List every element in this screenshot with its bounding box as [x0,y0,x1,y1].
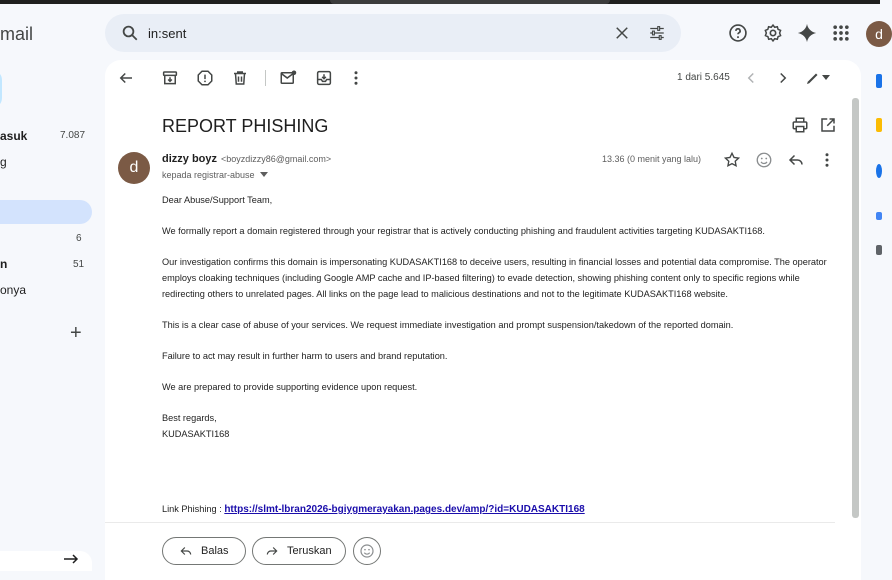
delete-icon[interactable] [231,69,249,87]
message-more-icon[interactable] [818,151,836,169]
emoji-icon [359,543,375,559]
gmail-logo-text[interactable]: mail [0,24,34,44]
toolbar-divider [265,70,266,86]
sidebar-item-label: asuk [0,129,28,143]
email-body [162,192,842,457]
open-in-new-window-icon[interactable] [819,116,837,134]
report-spam-icon[interactable] [196,69,214,87]
sidebar-item-count: 51 [73,259,85,270]
phishing-link[interactable]: https://slmt-lbran2026-bgiygmerayakan.pages.dev/amp/?id=KUDASAKTI168 [224,504,585,515]
back-arrow-icon[interactable] [117,69,135,87]
keep-app-icon[interactable] [876,118,882,132]
settings-icon[interactable] [763,23,783,43]
body-paragraph: Failure to act may result in further harm to users and brand reputation. [162,351,448,361]
sidebar-item-label: g [0,155,7,169]
chevron-left-icon[interactable] [742,69,760,87]
sidebar-item-active[interactable] [0,200,92,224]
search-options-icon[interactable] [648,24,666,42]
reply-label: Balas [201,545,229,557]
print-icon[interactable] [791,116,809,134]
body-paragraph: This is a clear case of abuse of your services. We request immediate investigation and prompt suspension/takedown of the reported domain. [162,320,734,330]
sidebar-item-folder[interactable] [0,252,7,276]
reply-icon[interactable] [787,151,805,169]
arrow-right-icon[interactable] [64,552,80,570]
add-reaction-icon[interactable] [755,151,773,169]
sender-name[interactable]: dizzy boyz [162,153,218,165]
body-paragraph: Dear Abuse/Support Team, [162,195,273,205]
sender-email: <boyzdizzy86@gmail.com> [221,154,332,164]
star-icon[interactable] [723,151,741,169]
window-tab-edge [330,0,610,4]
window-top-strip [0,0,880,4]
search-icon[interactable] [121,24,139,42]
recipient-details-chevron-icon[interactable] [260,172,268,178]
gemini-sparkle-icon[interactable] [797,23,817,43]
chevron-down-icon[interactable] [822,75,830,81]
account-initial: d [875,26,883,42]
side-panel-rail [871,60,880,565]
body-paragraph: Our investigation confirms this domain is impersonating KUDASAKTI168 to deceive users, resulting in financial losses and potential data compromise. The operator employs cloaking techniques (including Google AMP cache and IP-based filtering) to evade detection, showing phishing content only to specific regions while redirecting others to unrelated pages. All links on the page lead to malicious destinations and not to the legitimate KUDASAKTI168 website. [162,257,827,299]
sidebar-item-starred[interactable] [0,150,7,174]
more-vert-icon[interactable] [347,69,365,87]
archive-icon[interactable] [161,69,179,87]
email-subject: REPORT PHISHING [162,116,329,136]
sidebar-item-label: onya [0,283,27,297]
email-timestamp: 13.36 (0 menit yang lalu) [602,154,702,164]
emoji-reaction-button[interactable] [353,537,381,565]
mark-unread-icon[interactable] [279,69,297,87]
forward-icon [265,544,279,558]
sidebar-item-count: 6 [76,233,82,244]
sender-avatar[interactable] [118,152,150,184]
compose-button[interactable] [0,70,2,108]
sidebar-item-inbox[interactable] [0,124,27,148]
forward-button[interactable] [252,537,346,565]
sidebar-item-label: n [0,257,8,271]
actions-divider [105,522,835,523]
tasks-app-icon[interactable] [876,164,882,178]
search-bar [105,14,681,52]
more-apps-icon[interactable] [876,245,882,255]
add-label-icon[interactable]: + [70,322,82,344]
scrollbar[interactable] [852,98,859,518]
sidebar-item-count: 7.087 [60,130,86,141]
body-paragraph: We formally report a domain registered through your registrar that is actively conducting phishing and fraudulent activities targeting KUDASAKTI168. [162,226,765,236]
calendar-app-icon[interactable] [876,74,882,88]
body-paragraph: We are prepared to provide supporting evidence upon request. [162,382,418,392]
help-icon[interactable] [728,23,748,43]
chevron-right-icon[interactable] [774,69,792,87]
search-input[interactable] [148,24,568,42]
signature [162,410,842,442]
recipient-text: kepada registrar-abuse [162,170,255,180]
recipient-line[interactable] [162,170,268,180]
reply-icon [179,544,193,558]
phishing-link-line [162,504,585,515]
reply-button[interactable] [162,537,246,565]
sidebar-item-more[interactable] [0,278,26,302]
move-to-icon[interactable] [315,69,333,87]
clear-search-icon[interactable] [613,24,631,42]
sender-initial: d [129,159,139,176]
signature-name: KUDASAKTI168 [162,429,230,439]
apps-grid-icon[interactable] [831,23,851,43]
contacts-app-icon[interactable] [876,212,882,220]
pager-text: 1 dari 5.645 [677,72,730,83]
forward-label: Teruskan [287,545,332,557]
account-avatar[interactable] [866,21,892,47]
input-tools-icon[interactable] [804,69,822,87]
email-view [105,60,861,580]
link-label: Link Phishing : [162,504,225,514]
signature-closing: Best regards, [162,413,217,423]
